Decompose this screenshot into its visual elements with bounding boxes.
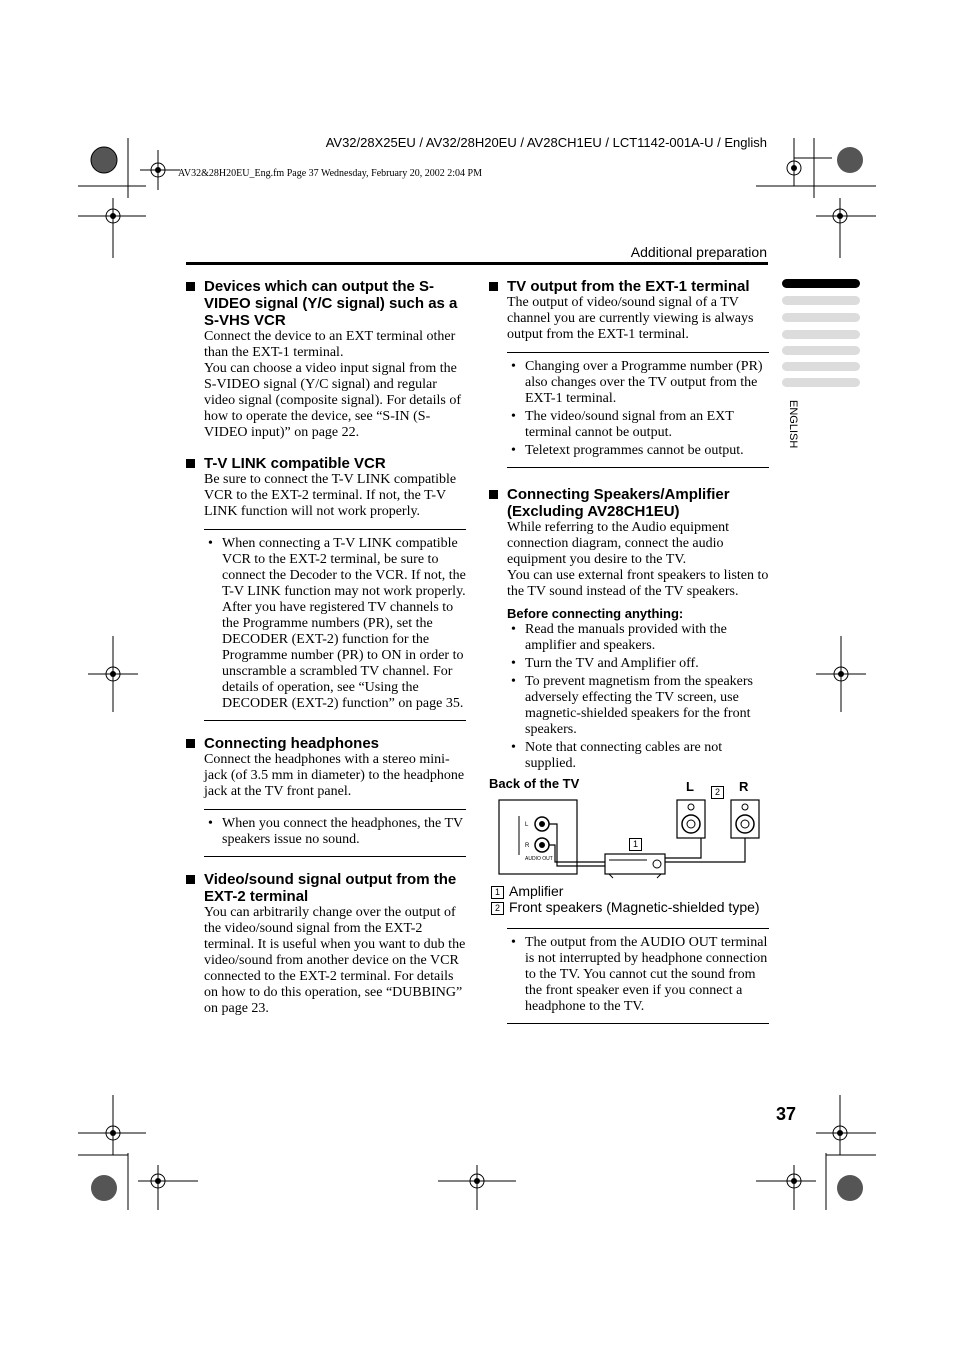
- bullet-square-icon: [186, 282, 195, 291]
- before-connecting-heading: Before connecting anything:: [507, 606, 684, 621]
- jack-r-label: R: [525, 843, 530, 849]
- figure-caption: Back of the TV: [489, 776, 580, 791]
- bullet-square-icon: [186, 875, 195, 884]
- heading-ext1-output: TV output from the EXT-1 terminal: [489, 278, 769, 295]
- tv-back-panel: [499, 800, 577, 874]
- crop-mark-top-right: [756, 138, 876, 258]
- audio-out-label: AUDIO OUT: [525, 856, 553, 862]
- bullet-square-icon: [186, 739, 195, 748]
- crop-mark-bottom-left: [78, 1095, 198, 1210]
- side-tab: [782, 330, 860, 339]
- callout-1: 1: [629, 835, 647, 853]
- side-tab: [782, 296, 860, 305]
- note-item: • When connecting a T-V LINK compatible VCR to the EXT-2 terminal, be sure to connect the Decoder to the VCR. If not, the T-V LINK function may not work properly. After you have registered TV channels to the Programme numbers (PR), set the DECODER (EXT-2) function for the Programme number (PR) to ON in order to unscramble a scrambled TV channel. For details of operation, see “Using the DECODER (EXT-2) function” on page 35.: [204, 536, 466, 712]
- paragraph: The output of video/sound signal of a TV channel you are currently viewing is always output from the EXT-1 terminal.: [507, 295, 754, 342]
- bullet-square-icon: [489, 282, 498, 291]
- crosshair-left-middle: [88, 636, 138, 712]
- note-item: • Changing over a Programme number (PR) also changes over the TV output from the EXT-1 terminal.: [507, 359, 769, 407]
- crosshair-bottom-center: [438, 1165, 516, 1210]
- language-label: ENGLISH: [787, 400, 799, 449]
- note-item: • The output from the AUDIO OUT terminal is not interrupted by headphone connection to the TV. You cannot cut the sound from the front speaker even if you connect a headphone to the TV.: [507, 935, 769, 1015]
- note-item: • The video/sound signal from an EXT terminal cannot be output.: [507, 409, 769, 441]
- side-tab: [782, 362, 860, 371]
- note-box: [204, 809, 466, 857]
- bullet-square-icon: [186, 459, 195, 468]
- legend-item: 1 Amplifier: [491, 883, 771, 899]
- speaker-label-left: L: [686, 779, 694, 794]
- paragraph: You can use external front speakers to listen to the TV sound instead of the TV speakers.: [507, 568, 769, 599]
- left-column: [186, 278, 466, 1017]
- crosshair-right-middle: [816, 636, 866, 712]
- list-item: • Read the manuals provided with the amplifier and speakers.: [507, 622, 769, 654]
- side-tab: [782, 378, 860, 387]
- header-rule: [186, 262, 768, 265]
- side-tab: [782, 346, 860, 355]
- note-box: [507, 352, 769, 468]
- paragraph: Be sure to connect the T-V LINK compatible VCR to the EXT-2 terminal. If not, the T-V LINK function will not work properly.: [204, 472, 457, 519]
- amplifier-icon: [605, 854, 665, 874]
- legend-item: 2 Front speakers (Magnetic-shielded type): [491, 899, 771, 915]
- heading-speakers: Connecting Speakers/Amplifier (Excluding AV28CH1EU): [489, 486, 769, 520]
- callout-2: 2: [711, 783, 729, 801]
- speaker-label-right: R: [739, 779, 749, 794]
- heading-tvlink: T-V LINK compatible VCR: [186, 455, 466, 472]
- heading-ext2-output: Video/sound signal output from the EXT-2 terminal: [186, 871, 466, 905]
- file-line: AV32&28H20EU_Eng.fm Page 37 Wednesday, February 20, 2002 2:04 PM: [178, 168, 482, 179]
- crop-mark-top-left: [78, 138, 148, 258]
- note-box: [204, 529, 466, 721]
- section-title: Additional preparation: [630, 244, 767, 260]
- paragraph: Connect the device to an EXT terminal other than the EXT-1 terminal.: [204, 329, 456, 360]
- audio-connection-diagram: [497, 796, 769, 880]
- list-item: • Note that connecting cables are not supplied.: [507, 740, 769, 772]
- crosshair-icon: [140, 150, 180, 190]
- paragraph: You can arbitrarily change over the output of the video/sound signal from the EXT-2 terminal. It is useful when you want to dub the video/sound from another device on the VCR connected to the EXT-2 terminal. For details on how to do this operation, see “DUBBING” on page 23.: [204, 905, 466, 1016]
- side-tab-active: [782, 279, 860, 288]
- list-item: • To prevent magnetism from the speakers adversely effecting the TV screen, use magnetic-shielded speakers for the front speakers.: [507, 674, 769, 738]
- paragraph: You can choose a video input signal from the S-VIDEO signal (Y/C signal) and regular video signal (composite signal). For details of how to operate the device, see “S-IN (S-VIDEO input)” on page 22.: [204, 361, 462, 440]
- side-tab: [782, 313, 860, 322]
- page-number: 37: [775, 1104, 796, 1124]
- note-item: • Teletext programmes cannot be output.: [507, 443, 769, 459]
- heading-svideo: Devices which can output the S-VIDEO signal (Y/C signal) such as a S-VHS VCR: [186, 278, 466, 329]
- paragraph: Connect the headphones with a stereo mini-jack (of 3.5 mm in diameter) to the headphone jack at the TV front panel.: [204, 752, 465, 799]
- note-item: • When you connect the headphones, the TV speakers issue no sound.: [204, 816, 466, 848]
- note-box-final: [507, 928, 769, 1024]
- right-column: [489, 278, 769, 774]
- list-item: • Turn the TV and Amplifier off.: [507, 656, 769, 672]
- paragraph: While referring to the Audio equipment connection diagram, connect the audio equipment you desire to the TV.: [507, 520, 729, 567]
- bullet-square-icon: [489, 490, 498, 499]
- model-line: AV32/28X25EU / AV32/28H20EU / AV28CH1EU / LCT1142-001A-U / English: [325, 135, 767, 150]
- heading-headphones: Connecting headphones: [186, 735, 466, 752]
- jack-l-label: L: [525, 822, 529, 828]
- figure-legend: [491, 883, 771, 915]
